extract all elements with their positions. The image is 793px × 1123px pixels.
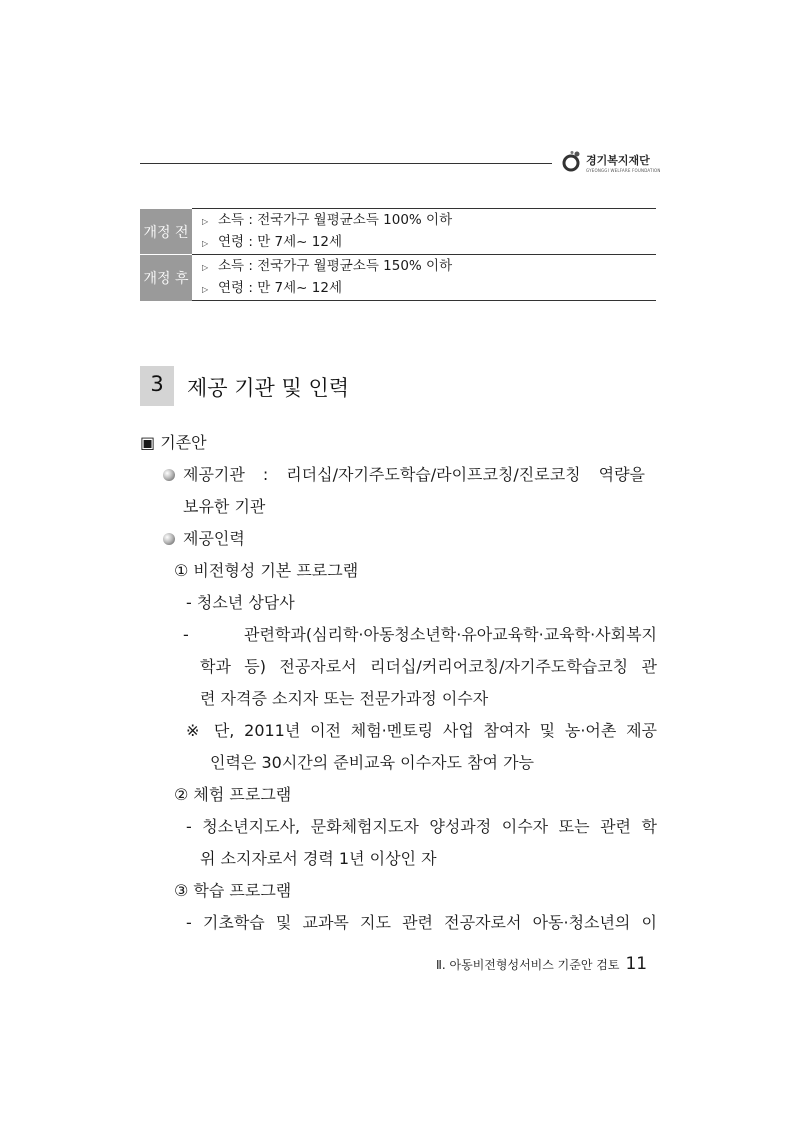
table-line: 소득 : 전국가구 월평균소득 150% 이하	[218, 257, 453, 274]
orb-bullet-icon	[163, 469, 175, 481]
logo-mark-icon	[562, 150, 582, 172]
program-1-item-2-line-2: 학과 등) 전공자로서 리더십/커리어코칭/자기주도학습코칭 관	[200, 657, 657, 676]
page-footer	[436, 954, 647, 974]
table-line: 연령 : 만 7세~ 12세	[218, 279, 342, 296]
triangle-bullet-icon: ▷	[202, 262, 209, 272]
table-line: 소득 : 전국가구 월평균소득 100% 이하	[218, 211, 453, 228]
table-row	[140, 255, 656, 301]
orb-bullet-icon	[163, 533, 175, 545]
program-3-heading: ③ 학습 프로그램	[174, 881, 292, 900]
page-number: 11	[625, 954, 648, 974]
header-rule	[140, 163, 552, 164]
provider-line-2: 보유한 기관	[183, 497, 266, 516]
section-number-box	[140, 366, 174, 406]
program-1-item-2-line-1: - 관련학과(심리학·아동청소년학·유아교육학·교육학·사회복지	[183, 625, 657, 644]
program-1-heading: ① 비전형성 기본 프로그램	[174, 561, 359, 580]
table-row	[140, 209, 656, 255]
program-2-item-line-1: - 청소년지도사, 문화체험지도자 양성과정 이수자 또는 관련 학	[186, 817, 657, 836]
row-label: 개정 전	[140, 209, 192, 255]
triangle-bullet-icon: ▷	[202, 216, 209, 226]
program-3-item-line-1: - 기초학습 및 교과목 지도 관련 전공자로서 아동·청소년의 이	[186, 913, 657, 932]
revision-table	[140, 208, 656, 301]
program-1-item-2-line-3: 련 자격증 소지자 또는 전문가과정 이수자	[200, 689, 489, 708]
program-1-item-1: - 청소년 상담사	[186, 593, 295, 612]
triangle-bullet-icon: ▷	[202, 238, 209, 248]
provider-line-1: 제공기관 : 리더십/자기주도학습/라이프코칭/진로코칭 역량을	[183, 465, 645, 484]
section-title: 제공 기관 및 인력	[187, 376, 350, 400]
table-line: 연령 : 만 7세~ 12세	[218, 233, 342, 250]
triangle-bullet-icon: ▷	[202, 284, 209, 294]
logo-text: 경기복지재단	[586, 154, 650, 167]
logo-subtext: GYEONGGI WELFARE FOUNDATION	[586, 168, 661, 173]
staff-heading: 제공인력	[183, 529, 245, 548]
section-number: 3	[150, 372, 164, 396]
program-2-item-line-2: 위 소지자로서 경력 1년 이상인 자	[200, 849, 437, 868]
row-label: 개정 후	[140, 255, 192, 301]
square-heading: ▣ 기존안	[140, 433, 207, 452]
program-1-note-line-2: 인력은 30시간의 준비교육 이수자도 참여 가능	[210, 753, 534, 772]
program-1-note-line-1: ※ 단, 2011년 이전 체험·멘토링 사업 참여자 및 농·어촌 제공	[186, 721, 657, 740]
foundation-logo	[558, 148, 668, 178]
footer-chapter: Ⅱ. 아동비전형성서비스 기준안 검토	[436, 958, 620, 972]
program-2-heading: ② 체험 프로그램	[174, 785, 292, 804]
